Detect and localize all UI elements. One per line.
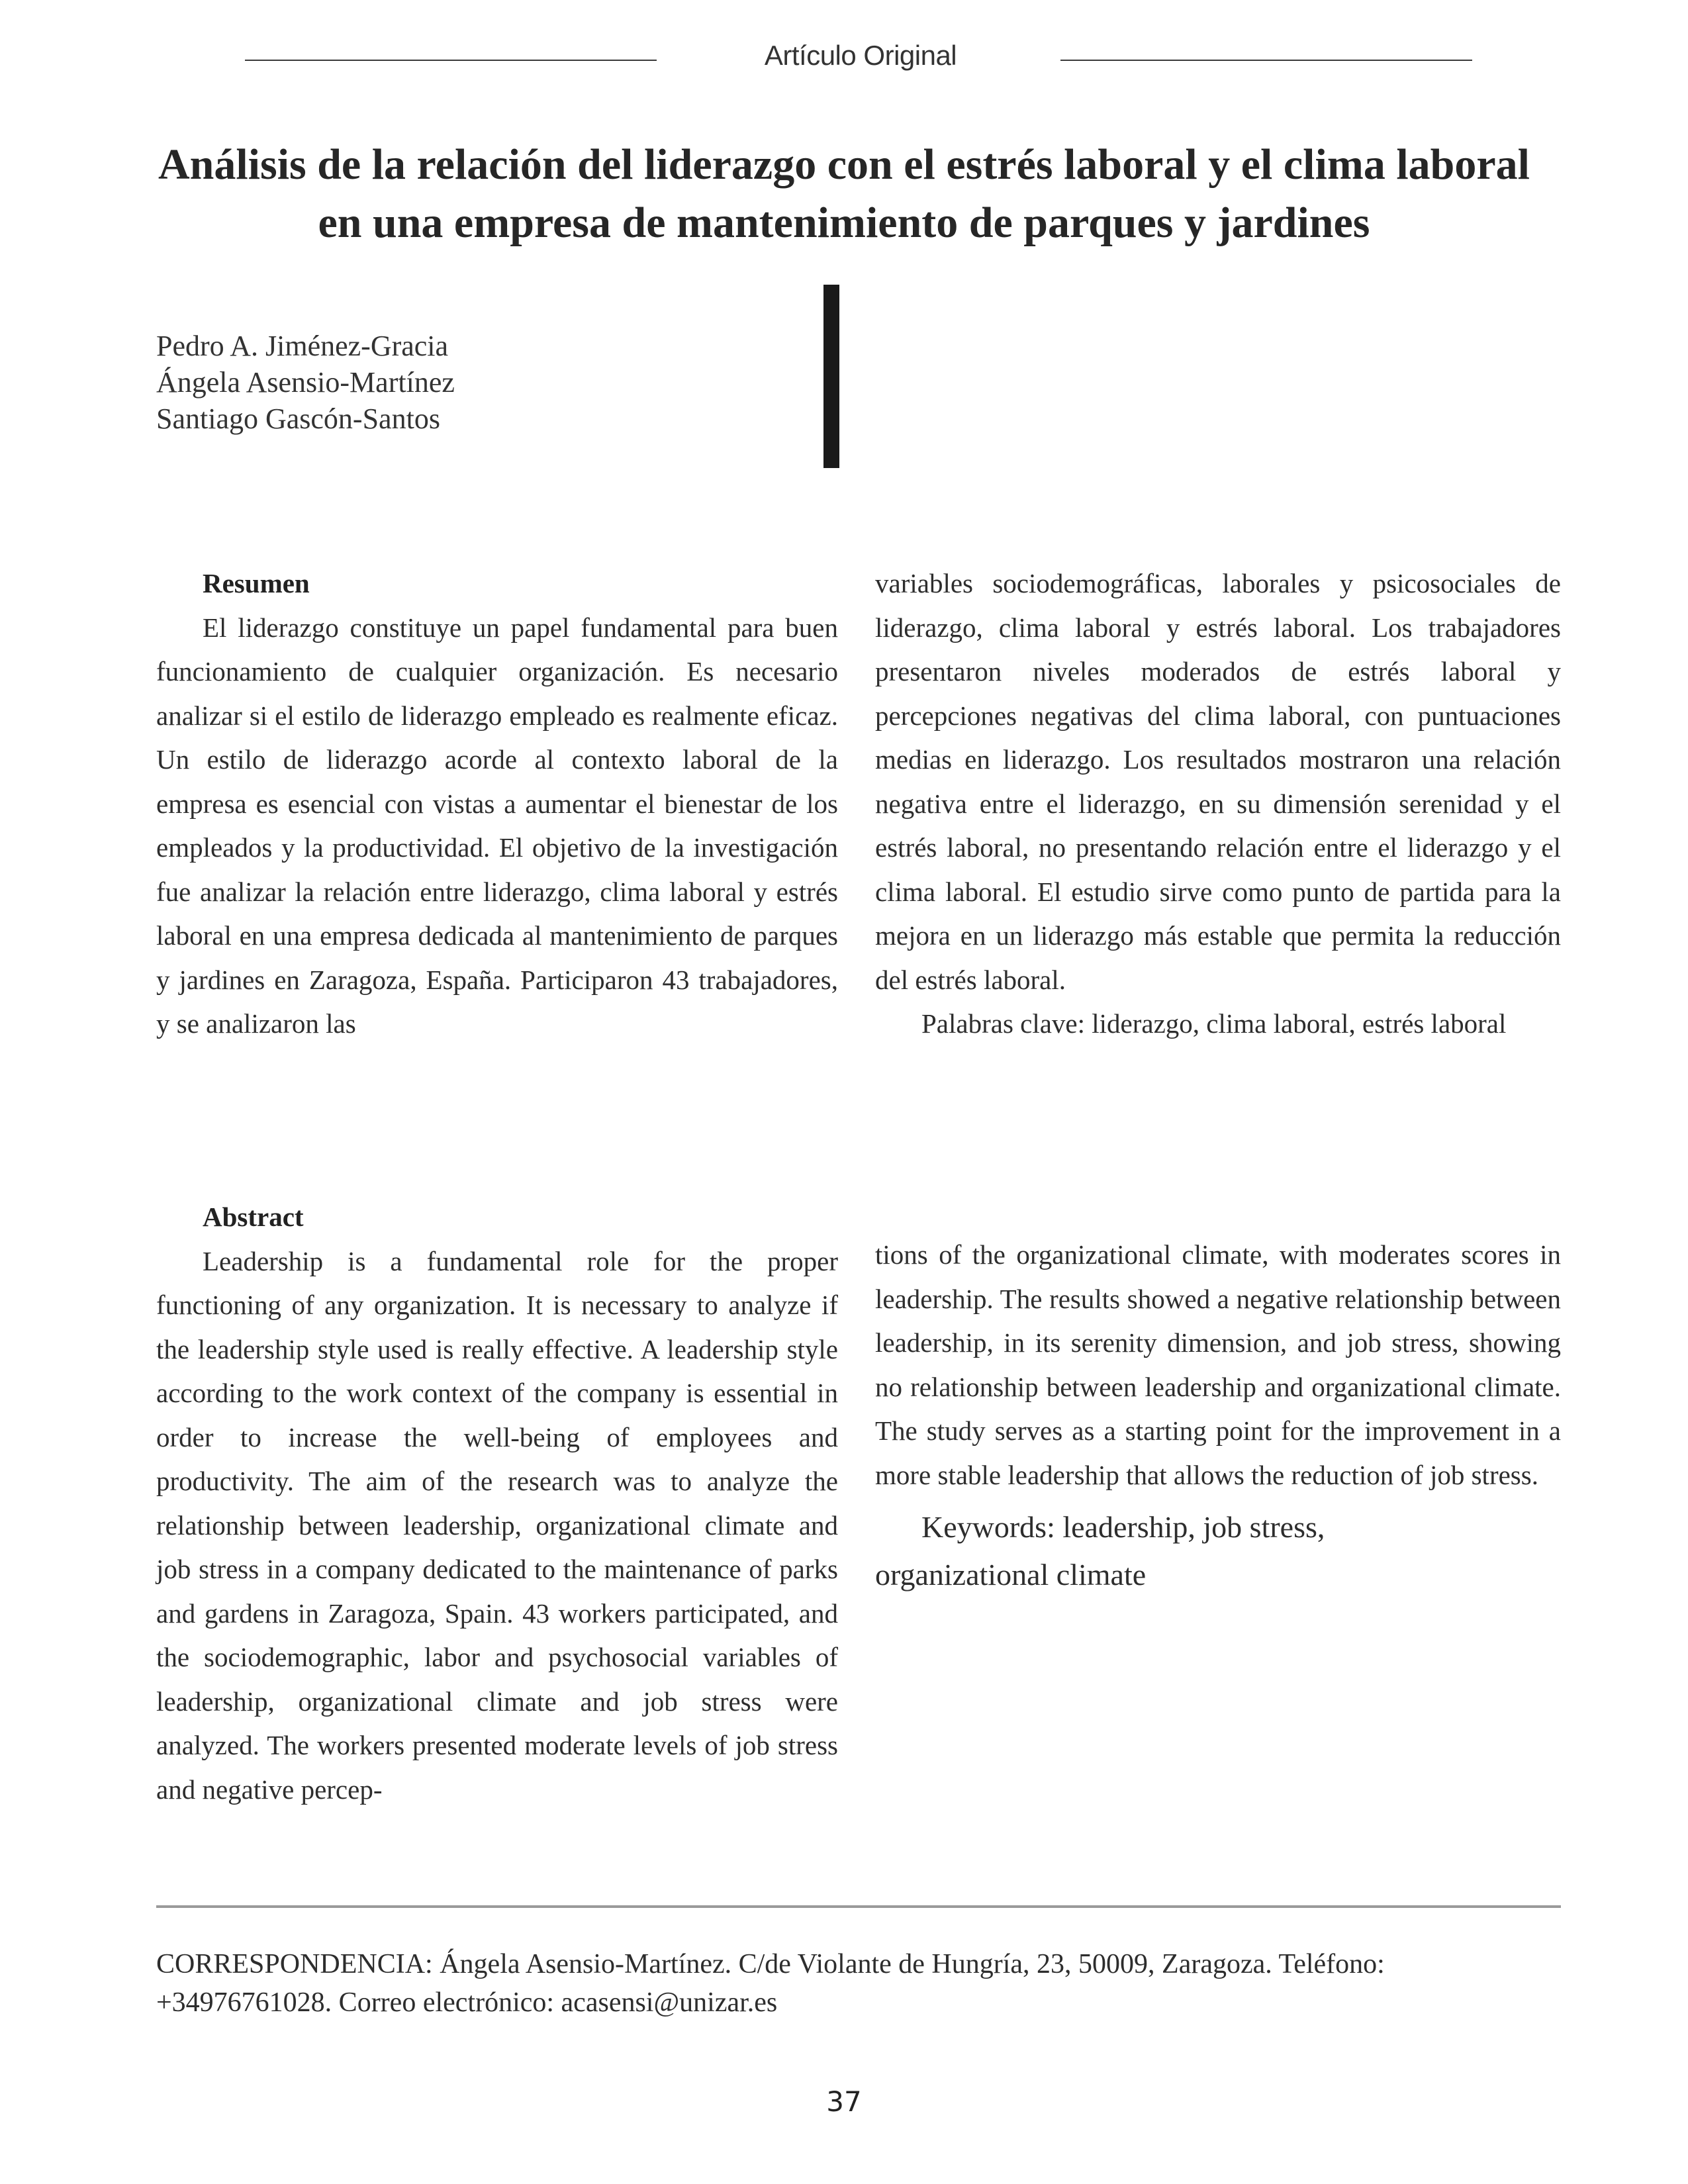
abstract-keywords-line-1: Keywords: leadership, job stress,: [921, 1510, 1325, 1544]
correspondence-line-2: +34976761028. Correo electrónico: acasensi@unizar.es: [156, 1987, 778, 2018]
resumen-left-column: [156, 561, 838, 1046]
correspondence-line-1: CORRESPONDENCIA: Ángela Asensio-Martínez. C/de Violante de Hungría, 23, 50009, Zaragoza. Teléfono:: [156, 1949, 1385, 1979]
resumen-right-column: [875, 561, 1561, 1046]
resumen-heading: Resumen: [203, 568, 310, 598]
author-name: Santiago Gascón-Santos: [156, 403, 440, 435]
article-title-line-1: Análisis de la relación del liderazgo con el estrés laboral y el clima laboral: [158, 140, 1530, 189]
abstract-left-column: [156, 1195, 838, 1811]
author-name: Pedro A. Jiménez-Gracia: [156, 330, 449, 362]
abstract-heading: Abstract: [203, 1202, 304, 1232]
article-title-line-2: en una empresa de mantenimiento de parques y jardines: [318, 199, 1370, 247]
abstract-text-right: tions of the organizational climate, with moderates scores in leadership. The results showed a negative relationship between leadership, in its serenity dimension, and job stress, showing no relationship between leadership and organizational climate. The study serves as a starting point for the improvement in a more stable leadership that allows the reduction of job stress.: [875, 1239, 1561, 1490]
header-rule-left: [245, 60, 657, 61]
page-number: 37: [826, 2085, 862, 2118]
abstract-keywords: [875, 1503, 1561, 1599]
resumen-keywords: Palabras clave: liderazgo, clima laboral, estrés laboral: [921, 1008, 1507, 1039]
section-label: Artículo Original: [764, 40, 957, 71]
resumen-text-right: variables sociodemográficas, laborales y psicosociales de liderazgo, clima laboral y estrés laboral. Los trabajadores presentaron niveles moderados de estrés laboral y percepciones negativas del clima laboral, con puntuaciones medias en liderazgo. Los resultados mostraron una relación negativa entre el liderazgo, en su dimensión serenidad y el estrés laboral, no presentando relación entre el liderazgo y el clima laboral. El estudio sirve como punto de partida para la mejora en un liderazgo más estable que permita la reducción del estrés laboral.: [875, 568, 1561, 995]
abstract-right-column: [875, 1233, 1561, 1599]
resumen-text-left: El liderazgo constituye un papel fundamental para buen funcionamiento de cualquier organización. Es necesario analizar si el estilo de liderazgo empleado es realmente eficaz. Un estilo de liderazgo acorde al contexto laboral de la empresa es esencial con vistas a aumentar el bienestar de los empleados y la productividad. El objetivo de la investigación fue analizar la relación entre liderazgo, clima laboral y estrés laboral en una empresa dedicada al mantenimiento de parques y jardines en Zaragoza, España. Participaron 43 trabajadores, y se analizaron las: [156, 612, 838, 1039]
header-rule-right: [1060, 60, 1472, 61]
abstract-keywords-line-2: organizational climate: [875, 1558, 1147, 1591]
decorative-vertical-bar: [823, 285, 839, 468]
footer-separator: [156, 1905, 1561, 1908]
author-list: [156, 328, 752, 437]
author-name: Ángela Asensio-Martínez: [156, 366, 455, 399]
abstract-text-left: Leadership is a fundamental role for the proper functioning of any organization. It is necessary to analyze if the leadership style used is really effective. A leadership style according to the work context of the company is essential in order to increase the well-being of employees and productivity. The aim of the research was to analyze the relationship between leadership, organizational climate and job stress in a company dedicated to the maintenance of parks and gardens in Zaragoza, Spain. 43 workers participated, and the sociodemographic, labor and psychosocial variables of leadership, organizational climate and job stress were analyzed. The workers presented moderate levels of job stress and negative percep-: [156, 1245, 838, 1805]
article-title: [132, 136, 1556, 252]
correspondence-note: [156, 1945, 1566, 2022]
